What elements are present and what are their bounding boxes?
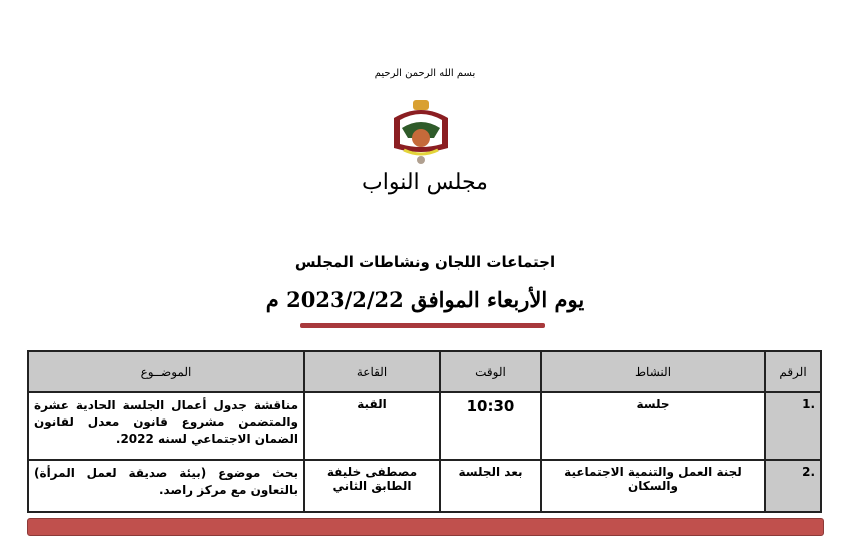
table-header-row <box>28 351 821 392</box>
column-header-number: الرقم <box>765 351 821 392</box>
basmala: بسم الله الرحمن الرحيم <box>374 68 476 79</box>
row-number: .1 <box>765 392 821 460</box>
council-name-logo: مجلس النواب <box>362 170 488 195</box>
row-time: 10:30 <box>440 392 541 460</box>
column-header-time: الوقت <box>440 351 541 392</box>
footer-bar <box>27 518 824 536</box>
row-time: بعد الجلسة <box>440 460 541 512</box>
row-activity: جلسة <box>541 392 765 460</box>
row-subject: بحث موضوع (بيئة صديقة لعمل المرأة) بالتعاون مع مركز راصد. <box>28 460 304 512</box>
row-activity: لجنة العمل والتنمية الاجتماعية والسكان <box>541 460 765 512</box>
table-row <box>28 460 821 512</box>
column-header-subject: الموضــوع <box>28 351 304 392</box>
table-row <box>28 392 821 460</box>
row-hall: مصطفى خليفة الطابق الثاني <box>304 460 440 512</box>
column-header-hall: القاعة <box>304 351 440 392</box>
schedule-table <box>27 350 822 513</box>
page-title: اجتماعات اللجان ونشاطات المجلس <box>294 253 556 271</box>
row-number: .2 <box>765 460 821 512</box>
date-heading: يوم الأربعاء الموافق 2023/2/22 م <box>265 287 585 312</box>
column-header-activity: النشاط <box>541 351 765 392</box>
row-hall: القبة <box>304 392 440 460</box>
jordan-emblem-icon <box>386 98 456 166</box>
title-underline <box>300 323 545 328</box>
row-subject: مناقشة جدول أعمال الجلسة الحادية عشرة والمتضمن مشروع قانون معدل لقانون الضمان الاجتماعي لسنه 2022. <box>28 392 304 460</box>
